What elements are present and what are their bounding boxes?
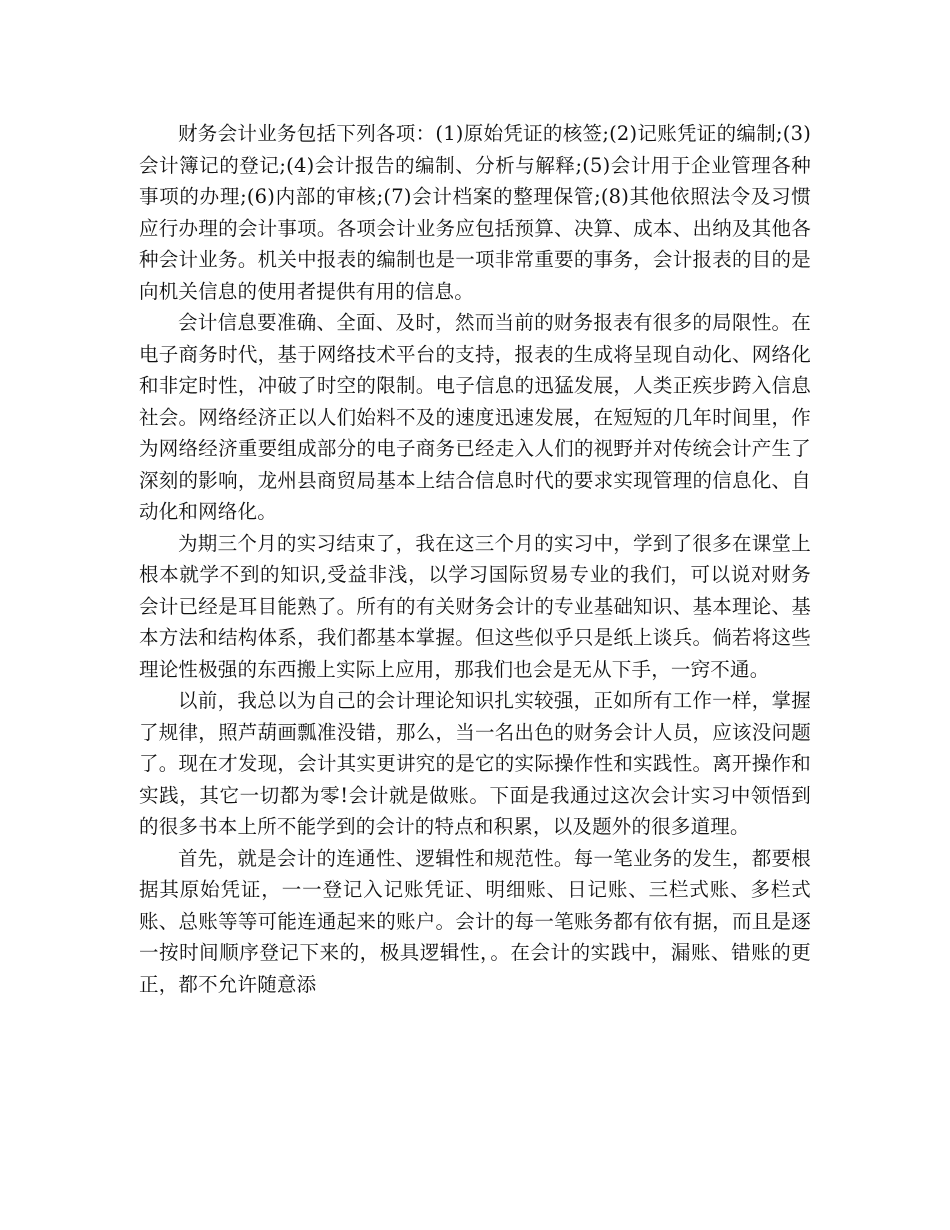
paragraph-accounting-information: 会计信息要准确、全面、及时，然而当前的财务报表有很多的局限性。在电子商务时代，基于网络技术平台的支持，报表的生成将呈现自动化、网络化和非定时性，冲破了时空的限制。电子信息的迅猛发展，人类正疾步跨入信息社会。网络经济正以人们始料不及的速度迅速发展，在短短的几年时间里，作为网络经济重要组成部分的电子商务已经走入人们的视野并对传统会计产生了深刻的影响，龙州县商贸局基本上结合信息时代的要求实现管理的信息化、自动化和网络化。 <box>139 311 811 523</box>
paragraph-accounting-tasks: 财务会计业务包括下列各项：(1)原始凭证的核签;(2)记账凭证的编制;(3)会计簿记的登记;(4)会计报告的编制、分析与解释;(5)会计用于企业管理各种事项的办理;(6)内部的审核;(7)会计档案的整理保管;(8)其他依照法令及习惯应行办理的会计事项。各项会计业务应包括预算、决算、成本、出纳及其他各种会计业务。机关中报表的编制也是一项非常重要的事务，会计报表的目的是向机关信息的使用者提供有用的信息。 <box>139 122 811 303</box>
paragraph-practice-reflection: 以前，我总以为自己的会计理论知识扎实较强，正如所有工作一样，掌握了规律，照芦葫画瓢准没错，那么，当一名出色的财务会计人员，应该没问题了。现在才发现，会计其实更讲究的是它的实际操作性和实践性。离开操作和实践，其它一切都为零!会计就是做账。下面是我通过这次会计实习中领悟到的很多书本上所不能学到的会计的特点和积累，以及题外的很多道理。 <box>139 689 811 838</box>
paragraph-accounting-characteristics: 首先，就是会计的连通性、逻辑性和规范性。每一笔业务的发生，都要根据其原始凭证，一一登记入记账凭证、明细账、日记账、三栏式账、多栏式账、总账等等可能连通起来的账户。会计的每一笔账务都有依有据，而且是逐一按时间顺序登记下来的，极具逻辑性，。在会计的实践中，漏账、错账的更正，都不允许随意添 <box>139 846 811 996</box>
paragraph-internship-summary: 为期三个月的实习结束了，我在这三个月的实习中，学到了很多在课堂上根本就学不到的知识,受益非浅，以学习国际贸易专业的我们，可以说对财务会计已经是耳目能熟了。所有的有关财务会计的专业基础知识、基本理论、基本方法和结构体系，我们都基本掌握。但这些似乎只是纸上谈兵。倘若将这些理论性极强的东西搬上实际上应用，那我们也会是无从下手，一窍不通。 <box>139 531 811 681</box>
document-body <box>139 118 811 1000</box>
